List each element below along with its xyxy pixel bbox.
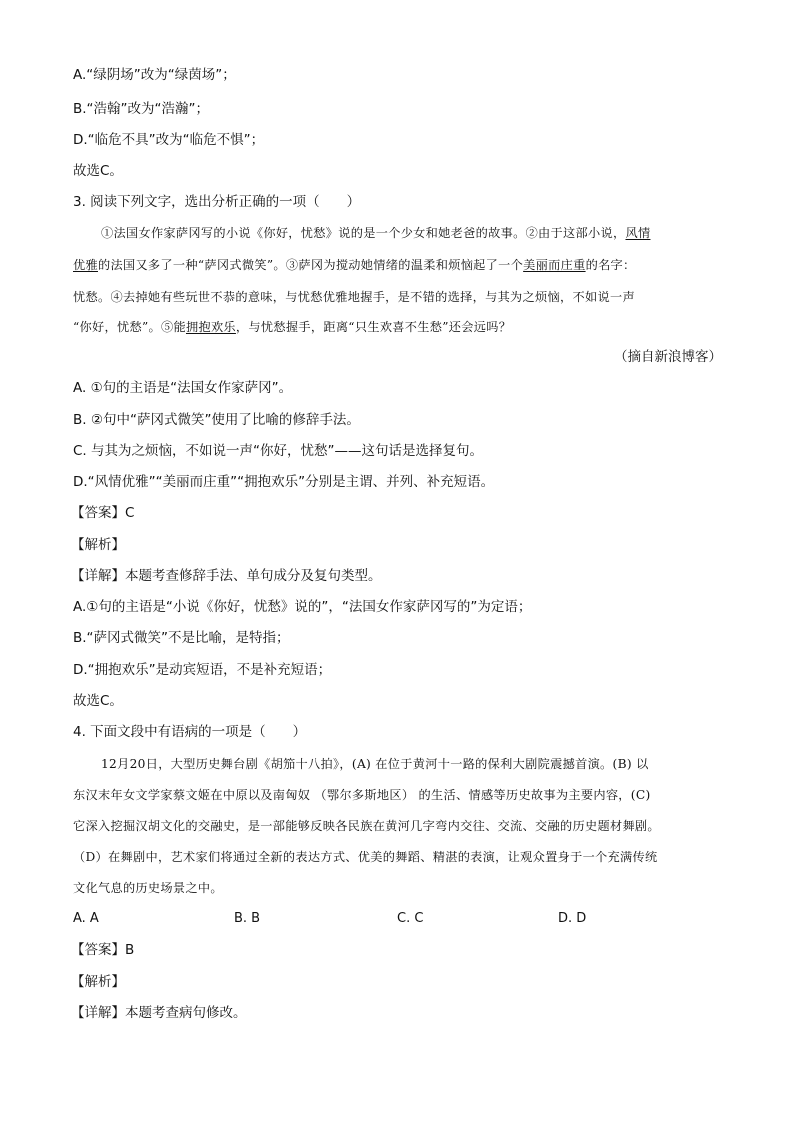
q4-passage-line-5: 文化气息的历史场景之中。 (73, 881, 223, 895)
q3-option-d: D.“风情优雅”“美丽而庄重”“拥抱欢乐”分别是主谓、并列、补充短语。 (73, 474, 495, 490)
q3-explain-a: A.①句的主语是“小说《你好，忧愁》说的”，“法国女作家萨冈写的”为定语； (73, 599, 532, 615)
q3-option-b: B. ②句中“萨冈式微笑”使用了比喻的修辞手法。 (73, 412, 360, 428)
q3-stem: 3. 阅读下列文字，选出分析正确的一项（ ） (73, 194, 361, 210)
q4-passage-line-4: （D）在舞剧中，艺术家们将通过全新的表达方式、优美的舞蹈、精湛的表演，让观众置身于一个充满传统 (73, 850, 658, 864)
q4-option-b: B. B (234, 911, 261, 926)
q3-explain-b: B.“萨冈式微笑”不是比喻，是特指； (73, 630, 290, 646)
q2-explain-d: D.“临危不具”改为“临危不惧”； (73, 132, 265, 148)
q3-passage-text: ，与忧愁握手，距离“只生欢喜不生愁”还会远吗？ (235, 320, 512, 334)
q3-explain-d: D.“拥抱欢乐”是动宾短语，不是补充短语； (73, 662, 332, 678)
q3-passage-text: 的名字： (585, 258, 636, 272)
q3-passage-line-4 (73, 318, 511, 336)
q3-passage-text: “你好，忧愁”。⑤能 (73, 320, 186, 334)
q4-passage-line-3: 它深入挖掘汉胡文化的交融史，是一部能够反映各民族在黄河几字弯内交往、交流、交融的历史题材舞剧。 (73, 819, 660, 833)
q3-passage-line-2 (73, 256, 636, 274)
q3-answer: 【答案】C (71, 505, 135, 521)
q4-option-d: D. D (558, 911, 587, 926)
q3-analysis-label: 【解析】 (71, 537, 125, 553)
q4-stem: 4. 下面文段中有语病的一项是（ ） (73, 724, 307, 740)
q3-source: （摘自新浪博客） (614, 349, 722, 365)
q3-passage-line-3: 忧愁。④去掉她有些玩世不恭的意味，与忧愁优雅地握手，是不错的选择，与其为之烦恼，不如说一声 (73, 290, 635, 304)
q3-passage-text: ①法国女作家萨冈写的小说《你好，忧愁》说的是一个少女和她老爸的故事。②由于这部小说， (101, 226, 626, 240)
q4-analysis-label: 【解析】 (71, 974, 125, 990)
q3-detail: 【详解】本题考查修辞手法、单句成分及复句类型。 (71, 568, 382, 584)
q4-passage-line-2: 东汉末年女文学家蔡文姬在中原以及南匈奴 （鄂尔多斯地区） 的生活、情感等历史故事为主要内容，(C) (73, 788, 651, 802)
q3-option-a: A. ①句的主语是“法国女作家萨冈”。 (73, 380, 293, 396)
q3-passage-line-1 (101, 224, 650, 242)
q3-passage-underlined: 风情 (625, 226, 651, 240)
q3-option-c: C. 与其为之烦恼，不如说一声“你好，忧愁”——这句话是选择复句。 (73, 443, 483, 459)
q3-passage-text: 的法国又多了一种“萨冈式微笑”。③萨冈为搅动她情绪的温柔和烦恼起了一个 (97, 258, 524, 272)
q2-explain-a: A.“绿阴场”改为“绿茵场”； (73, 67, 236, 83)
q2-explain-b: B.“浩翰”改为“浩瀚”； (73, 101, 210, 117)
q4-detail: 【详解】本题考查病句修改。 (71, 1005, 247, 1021)
q3-passage-underlined: 拥抱欢乐 (185, 320, 236, 334)
q3-conclusion: 故选C。 (73, 693, 123, 709)
q4-passage-line-1: 12月20日，大型历史舞台剧《胡笳十八拍》，(A) 在位于黄河十一路的保利大剧院震撼首演。(B) 以 (101, 757, 649, 771)
q4-option-a: A. A (73, 911, 99, 926)
q4-answer: 【答案】B (71, 942, 135, 958)
q3-passage-underlined: 优雅 (73, 258, 98, 272)
q4-option-c: C. C (397, 911, 424, 926)
q2-conclusion: 故选C。 (73, 163, 123, 179)
q3-passage-underlined: 美丽而庄重 (523, 258, 586, 272)
